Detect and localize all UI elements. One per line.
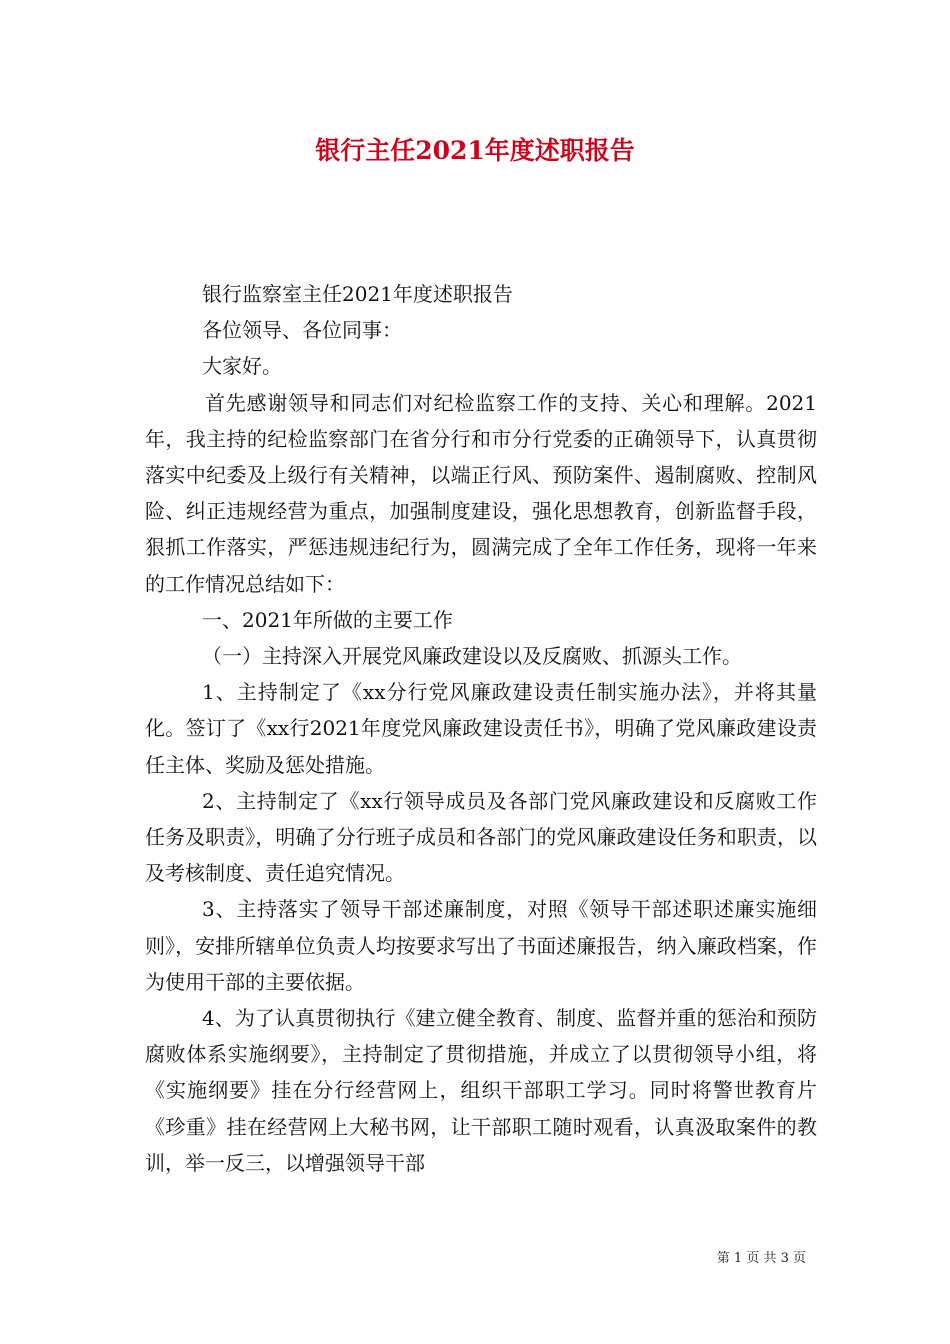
page-indicator: 第 1 页 共 3 页 <box>716 1251 806 1266</box>
section-heading-1: 一、2021年所做的主要工作 <box>202 607 453 632</box>
report-subtitle: 银行监察室主任2021年度述职报告 <box>202 282 513 306</box>
item-paragraph-3: 3、主持落实了领导干部述廉制度，对照《领导干部述职述廉实施细则》，安排所辖单位负责人均按要求写出了书面述廉报告，纳入廉政档案，作为使用干部的主要依据。 <box>145 897 817 994</box>
intro-paragraph: 首先感谢领导和同志们对纪检监察工作的支持、关心和理解。2021年，我主持的纪检监察部门在省分行和市分行党委的正确领导下，认真贯彻落实中纪委及上级行有关精神，以端正行风、预防案件、遏制腐败、控制风险、纠正违规经营为重点，加强制度建设，强化思想教育，创新监督手段，狠抓工作落实，严惩违规违纪行为，圆满完成了全年工作任务，现将一年来的工作情况总结如下： <box>145 390 817 596</box>
greeting: 大家好。 <box>202 354 282 379</box>
item-paragraph-2: 2、主持制定了《xx行领导成员及各部门党风廉政建设和反腐败工作任务及职责》，明确了分行班子成员和各部门的党风廉政建设任务和职责，以及考核制度、责任追究情况。 <box>145 788 817 886</box>
document-body <box>145 276 817 1181</box>
item-paragraph-1: 1、主持制定了《xx分行党风廉政建设责任制实施办法》，并将其量化。签订了《xx行2021年度党风廉政建设责任书》，明确了党风廉政建设责任主体、奖励及惩处措施。 <box>145 680 817 777</box>
subsection-heading-1: （一）主持深入开展党风廉政建设以及反腐败、抓源头工作。 <box>202 644 742 669</box>
document-title: 银行主任2021年度述职报告 <box>315 136 635 165</box>
item-paragraph-4: 4、为了认真贯彻执行《建立健全教育、制度、监督并重的惩治和预防腐败体系实施纲要》，主持制定了贯彻措施，并成立了以贯彻领导小组，将《实施纲要》挂在分行经营网上，组织干部职工学习。同时将警世教育片《珍重》挂在经营网上大秘书网，让干部职工随时观看，认真汲取案件的教训，举一反三，以增强领导干部 <box>145 1006 817 1175</box>
salutation: 各位领导、各位同事： <box>202 318 402 343</box>
